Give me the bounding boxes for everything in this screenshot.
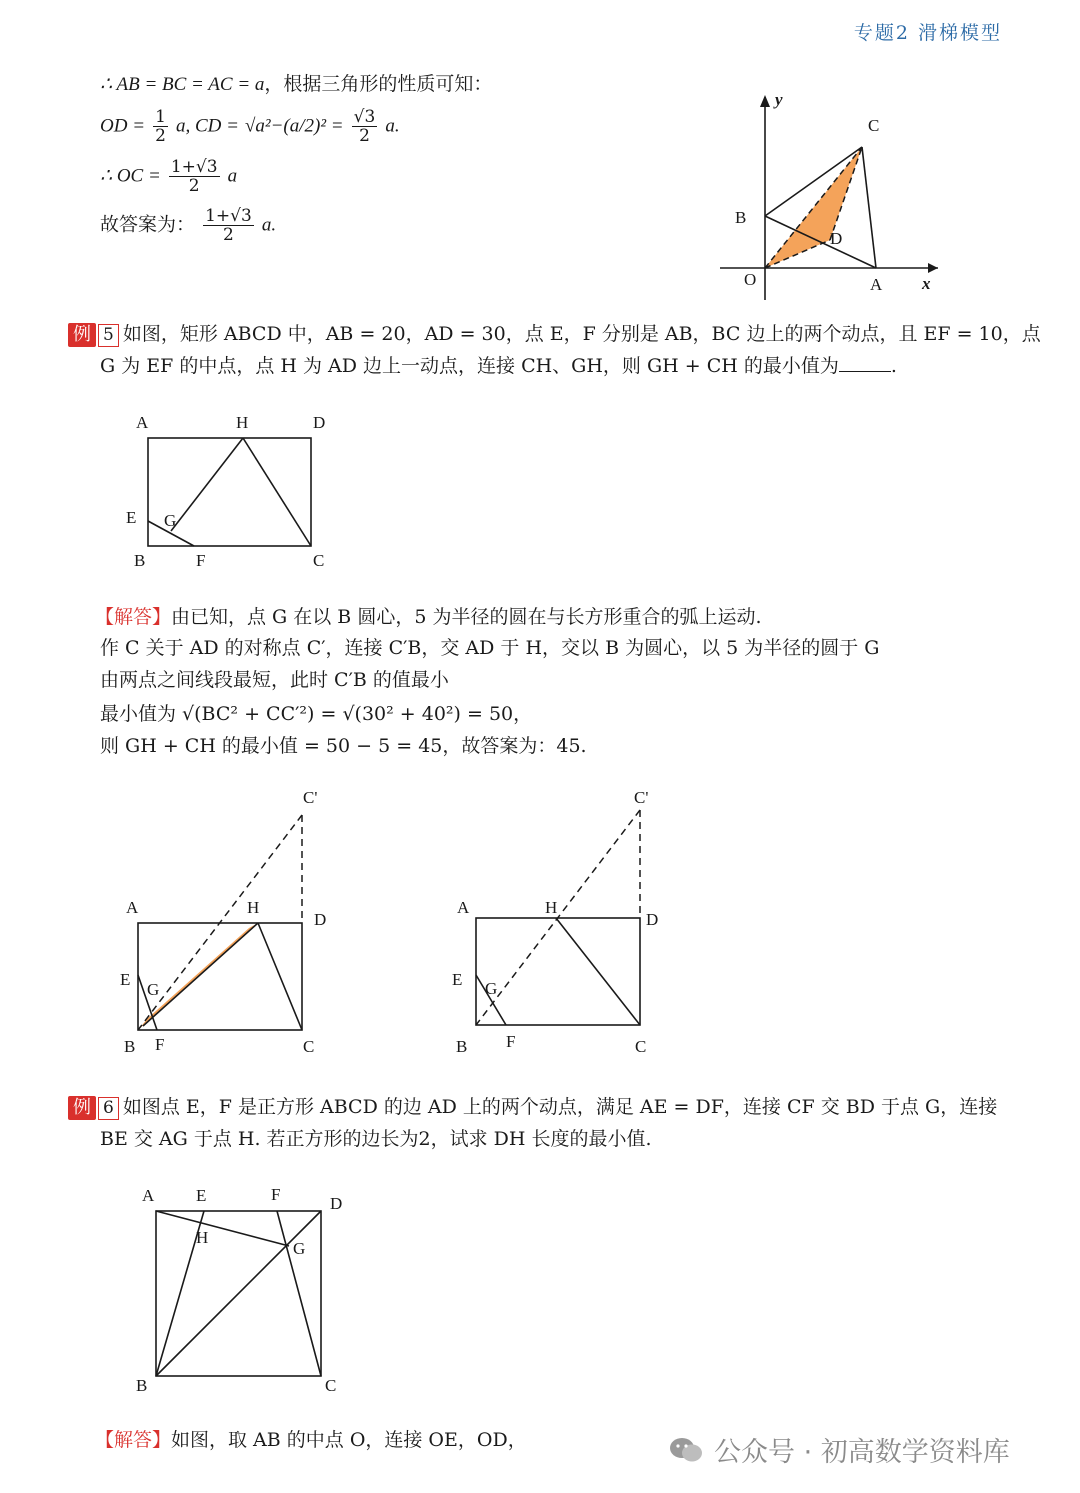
frac-num: 1+√3 [170,157,218,177]
label-f: F [155,1035,165,1054]
prev-line2-frac2 [352,108,378,145]
segment-ag [156,1211,289,1246]
solution6-line-1 [95,1426,527,1454]
figure-coordinate-triangle [700,85,960,305]
label-c: C [868,116,880,135]
frac-den: 2 [359,126,370,146]
solution5-line-5: 则 GH + CH 的最小值 = 50 − 5 = 45，故答案为：45. [100,735,587,757]
section-header: 专题2 滑梯模型 [853,22,1002,44]
solution5-text-1: 由已知，点 G 在以 B 圆心，5 为半径的圆在与长方形重合的弧上运动. [171,606,762,628]
label-a: A [142,1186,155,1205]
label-o: O [744,270,757,289]
prev-line4-a: 故答案为： [100,213,196,236]
prev-solution-line-2 [100,108,400,145]
prev-line3-b: a [227,165,238,187]
watermark [668,1430,1010,1469]
frac-num: √3 [353,107,376,127]
example5-line-2 [100,352,897,380]
segment-hg [171,438,243,531]
prev-line3-a: ∴ OC = [100,165,161,187]
prev-solution-line-4 [100,207,276,244]
label-e: E [120,970,131,989]
prev-line2-c: √a²−(a/2)² = [244,115,344,137]
prev-line4-b: a. [261,214,277,236]
label-b: B [456,1037,468,1056]
answer-blank [839,353,891,372]
example5-text-2-end: . [890,355,897,377]
example6-line-2: BE 交 AG 于点 H. 若正方形的边长为2，试求 DH 长度的最小值. [100,1128,652,1150]
label-e: E [196,1186,207,1205]
label-h: H [247,898,260,917]
label-d: D [830,229,843,248]
label-b: B [134,551,146,570]
wechat-icon [668,1436,704,1464]
rectangle-abcd [138,923,302,1030]
label-b: B [124,1037,136,1056]
label-h: H [196,1228,209,1247]
label-g: G [485,979,498,998]
solution5-line-1 [95,603,761,631]
label-b: B [136,1376,148,1395]
label-a: A [136,413,149,432]
example5-text-1: 如图，矩形 ABCD 中，AB = 20，AD = 30，点 E，F 分别是 AB，BC 边上的两个动点，且 EF = 10，点 [122,323,1041,345]
label-h: H [545,898,558,917]
label-f: F [196,551,206,570]
example-badge: 例 [68,1096,96,1120]
prev-line3-frac [169,158,220,195]
figure-square-ex6 [120,1178,360,1408]
label-g: G [164,511,177,530]
solution5-line-3: 由两点之间线段最短，此时 C′B 的值最小 [100,669,449,691]
label-a: A [126,898,139,917]
segment-hg [143,923,258,1026]
example6-text-1: 如图点 E，F 是正方形 ABCD 的边 AD 上的两个动点，满足 AE = DF，连接 CF 交 BD 于点 G，连接 [122,1096,998,1118]
frac-den: 2 [188,176,200,196]
label-g: G [293,1239,306,1258]
segment-ca [862,147,876,268]
figure-reflection-right [440,780,680,1060]
prev-line2-a: OD = [100,115,146,137]
label-a: A [457,898,470,917]
label-y: y [775,90,783,109]
frac-num: 1 [155,107,166,127]
prev-line2-d: a. [385,115,400,137]
label-c: C [303,1037,315,1056]
label-a: A [870,275,883,294]
label-c: C [313,551,325,570]
figure-reflection-left [110,780,350,1060]
frac-num: 1+√3 [205,206,252,226]
label-g: G [147,980,160,999]
solution-tag: 【解答】 [95,1429,172,1451]
prev-line2-b: a, CD = [175,115,239,137]
frac-den: 2 [155,126,166,146]
label-f: F [506,1032,516,1051]
x-axis-arrow-icon [928,263,938,273]
example6-line-1 [68,1093,997,1121]
segment-hc [556,918,640,1025]
example5-line-1 [68,320,1041,348]
label-e: E [126,508,137,527]
y-axis-arrow-icon [760,95,770,107]
label-h: H [236,413,249,432]
watermark-text: 公众号 · 初高数学资料库 [714,1437,1010,1468]
prev-solution-line-1 [100,70,492,99]
label-c: C [325,1376,337,1395]
label-e: E [452,970,463,989]
solution6-text-1: 如图，取 AB 的中点 O，连接 OE，OD， [171,1429,527,1451]
example-badge: 例 [68,323,96,347]
figure-rectangle-ex5 [110,400,350,580]
solution5-line-2: 作 C 关于 AD 的对称点 C′，连接 C′B，交 AD 于 H，交以 B 为圆心，以 5 为半径的圆于 G [100,637,880,659]
prev-line4-frac [203,207,254,244]
label-b: B [735,208,747,227]
prev-solution-line-3 [100,158,237,195]
label-f: F [271,1185,281,1204]
prev-line1-text: ，根据三角形的性质可知： [264,73,493,95]
label-c: C [635,1037,647,1056]
label-d: D [330,1194,343,1213]
segment-cf [277,1211,321,1376]
label-d: D [314,910,327,929]
label-x: x [922,274,931,293]
segment-hc [258,923,302,1030]
rectangle-abcd [476,918,640,1025]
label-cp: C' [303,788,318,807]
solution5-line-4: 最小值为 √(BC² + CC′²) = √(30² + 40²) = 50， [100,703,533,725]
solution-tag: 【解答】 [95,606,172,628]
prev-line1-math: ∴ AB = BC = AC = a [100,74,265,95]
example5-text-2: G 为 EF 的中点，点 H 为 AD 边上一动点，连接 CH、GH，则 GH + CH 的最小值为 [100,355,839,377]
example-number: 6 [98,1097,119,1120]
example-number: 5 [98,324,119,347]
frac-den: 2 [223,225,234,245]
label-cp: C' [634,788,649,807]
prev-line2-frac [153,108,168,145]
label-d: D [646,910,659,929]
segment-hc [243,438,311,546]
label-d: D [313,413,326,432]
